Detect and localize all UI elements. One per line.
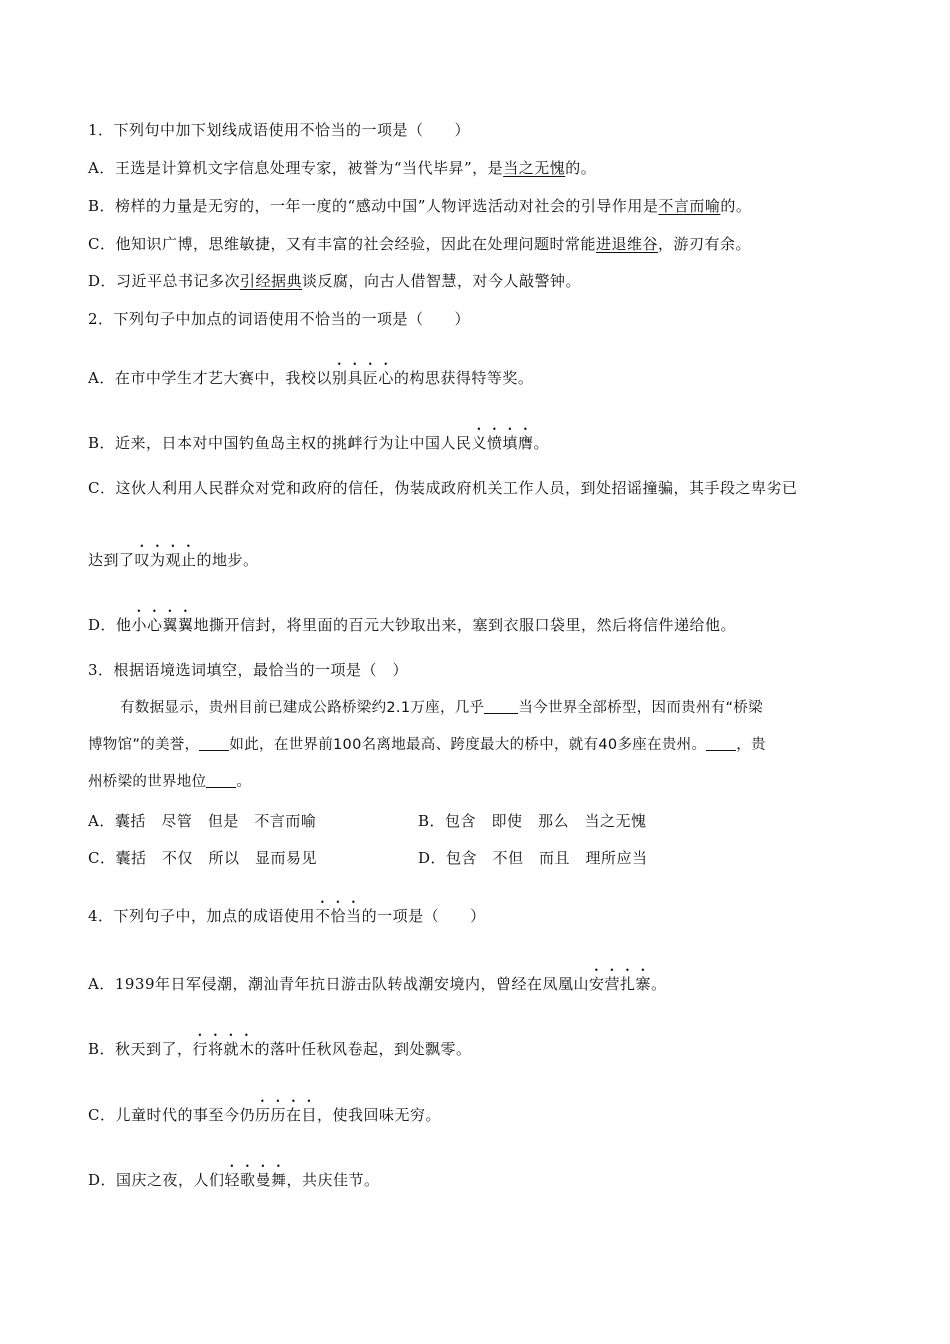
q4-stem: [88, 898, 486, 926]
q1-a-pre: A．王选是计算机文字信息处理专家，被誉为“当代毕昇”，是: [88, 159, 504, 177]
q1-option-d: [88, 271, 581, 291]
q2-d-post: 地撕开信封，将里面的百元大钞取出来，塞到衣服口袋里，然后将信件递给他。: [193, 616, 737, 634]
q4-stem-pre: 4．下列句子中，加点的成语使用: [88, 907, 316, 925]
q2-a-pre: A．在市中学生才艺大赛中，我校以: [88, 369, 332, 387]
q1-option-b: [88, 196, 751, 216]
q4-option-d: [88, 1162, 380, 1190]
q2-a-idiom: 别具匠心: [331, 369, 394, 387]
q3-p3a: 州桥梁的世界地位: [88, 774, 207, 790]
q3-p1b: 当今世界全部桥型，因而贵州有“桥梁: [518, 700, 763, 716]
q2-d-pre: D．他: [88, 616, 132, 634]
q2-d-idiom: 小心翼翼: [131, 616, 194, 634]
q1-stem: 1．下列句中加下划线成语使用不恰当的一项是（ ）: [88, 121, 471, 139]
q2-option-d: [88, 607, 736, 635]
q1-c-pre: C．他知识广博，思维敏捷，又有丰富的社会经验，因此在处理问题时常能: [88, 235, 596, 253]
q3-passage-line2: [88, 727, 863, 764]
q4-option-a: [88, 966, 667, 994]
q2-stem: 2．下列句子中加点的词语使用不恰当的一项是（ ）: [88, 310, 471, 328]
q2-b-idiom: 义愤填膺: [471, 434, 534, 452]
q3-passage-line3: [88, 764, 863, 801]
q3-blank-1: [484, 697, 518, 714]
q4-b-idiom: 行将就木: [192, 1040, 255, 1058]
q1-c-idiom: 进退维谷: [595, 235, 658, 253]
q2-c-post: 的地步。: [196, 551, 259, 569]
q4-d-idiom: 轻歌曼舞: [224, 1171, 287, 1189]
q3-p2a: 博物馆”的美誉，: [88, 737, 200, 753]
q4-d-pre: D．国庆之夜，人们: [88, 1171, 225, 1189]
q4-c-post: ，使我回味无穷。: [317, 1106, 442, 1124]
q1-b-post: 的。: [720, 197, 752, 215]
q2-c-pre: 达到了: [88, 551, 135, 569]
q2-b-post: 。: [533, 434, 550, 452]
q3-stem: 3．根据语境选词填空，最恰当的一项是（ ）: [88, 661, 409, 679]
q3-passage-line1: [88, 690, 863, 727]
q4-a-pre: A．1939年日军侵潮，潮汕青年抗日游击队转战潮安境内，曾经在凤凰山: [88, 975, 590, 993]
q3-blank-2: [199, 734, 229, 751]
q1-d-idiom: 引经据典: [240, 272, 303, 290]
q2-b-pre: B．近来，日本对中国钓鱼岛主权的挑衅行为让中国人民: [88, 434, 472, 452]
q3-passage: [88, 690, 863, 801]
q1-b-idiom: 不言而喻: [658, 197, 721, 215]
q4-c-idiom: 历历在目: [254, 1106, 317, 1124]
q4-d-post: ，共庆佳节。: [286, 1171, 380, 1189]
q3-p1a: 有数据显示，贵州目前已建成公路桥梁约2.1万座，几乎: [120, 700, 485, 716]
q3-option-c: C．囊括 不仅 所以 显而易见: [88, 849, 317, 867]
q4-option-b: [88, 1031, 472, 1059]
q2-a-post: 的构思获得特等奖。: [393, 369, 534, 387]
q2-option-c-line2: [88, 542, 259, 570]
q1-a-idiom: 当之无愧: [503, 159, 566, 177]
q3-option-a: A．囊括 尽管 但是 不言而喻: [88, 812, 317, 830]
q4-b-pre: B．秋天到了，: [88, 1040, 193, 1058]
q1-option-a: [88, 158, 596, 178]
q3-option-d: D．包含 不但 而且 理所应当: [418, 849, 648, 867]
q1-d-post: 谈反腐，向古人借智慧，对今人敲警钟。: [302, 272, 582, 290]
q1-option-c: [88, 234, 751, 254]
q3-blank-3: [706, 734, 736, 751]
q2-c-idiom: 叹为观止: [134, 551, 197, 569]
q4-c-pre: C．儿童时代的事至今仍: [88, 1106, 255, 1124]
q3-blank-4: [206, 771, 236, 788]
q1-a-post: 的。: [565, 159, 597, 177]
q4-a-idiom: 安营扎寨: [589, 975, 652, 993]
q3-p2b: 如此，在世界前100名离地最高、跨度最大的桥中，就有40多座在贵州。: [229, 737, 707, 753]
q3-p3b: 。: [236, 774, 252, 790]
q2-option-c-line1: C．这伙人利用人民群众对党和政府的信任，伪装成政府机关工作人员，到处招谣撞骗，其手段之卑劣已: [88, 479, 798, 497]
q4-a-post: 。: [651, 975, 667, 993]
q4-option-c: [88, 1097, 441, 1125]
q1-c-post: ，游刃有余。: [658, 235, 752, 253]
q3-option-b: B．包含 即使 那么 当之无愧: [418, 812, 647, 830]
q2-option-b: [88, 425, 549, 453]
q4-stem-emph: 不恰当: [315, 907, 362, 925]
q1-b-pre: B．榜样的力量是无穷的，一年一度的“感动中国”人物评选活动对社会的引导作用是: [88, 197, 659, 215]
q1-d-pre: D．习近平总书记多次: [88, 272, 241, 290]
q3-p2c: ，贵: [736, 737, 766, 753]
q2-option-a: [88, 360, 533, 388]
q4-b-post: 的落叶任秋风卷起，到处飘零。: [254, 1040, 472, 1058]
q4-stem-post: 的一项是（ ）: [361, 907, 486, 925]
